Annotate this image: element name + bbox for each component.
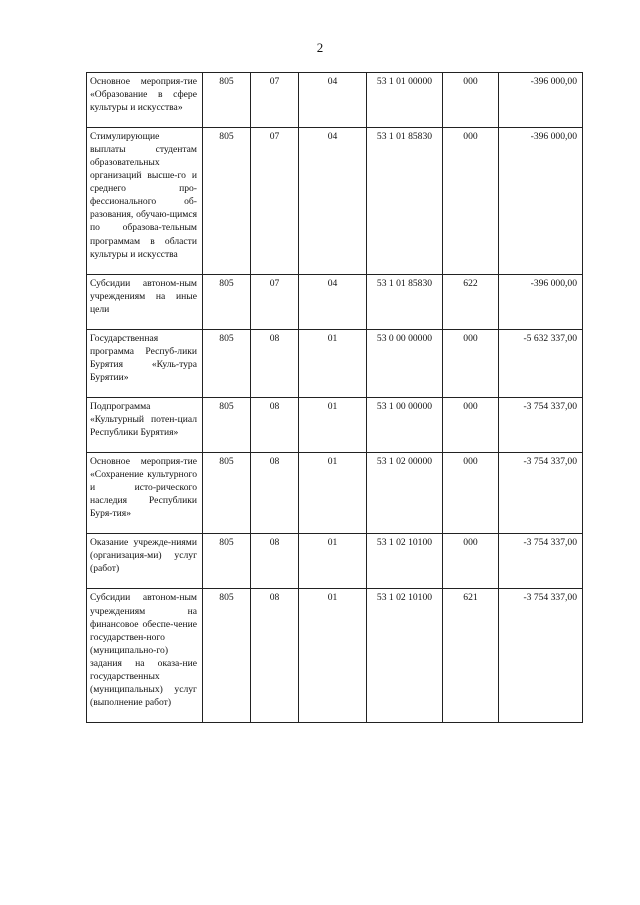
amount-cell: -396 000,00 (499, 274, 583, 329)
ministry-code-cell: 805 (203, 397, 251, 452)
table-body (87, 73, 583, 723)
amount-cell: -3 754 337,00 (499, 589, 583, 722)
item-name-cell: Оказание учрежде-ниями (организация-ми) услуг (работ) (87, 534, 203, 589)
target-article-cell: 53 0 00 00000 (367, 329, 443, 397)
subsection-code-cell: 01 (299, 397, 367, 452)
subsection-code-cell: 04 (299, 274, 367, 329)
amount-cell: -3 754 337,00 (499, 453, 583, 534)
table-row (87, 534, 583, 589)
item-name-cell: Стимулирующие выплаты студентам образовательных организаций высше-го и среднего про-фессионального об-разования, обучаю-щимся по образова-тельным программам в области культуры и искусства (87, 128, 203, 274)
expense-type-cell: 622 (443, 274, 499, 329)
item-name-cell: Субсидии автоном-ным учреждениям на иные цели (87, 274, 203, 329)
table-row (87, 397, 583, 452)
item-name-cell: Государственная программа Респуб-лики Бурятия «Куль-тура Бурятии» (87, 329, 203, 397)
item-name-cell: Подпрограмма «Культурный потен-циал Республики Бурятия» (87, 397, 203, 452)
subsection-code-cell: 01 (299, 589, 367, 722)
target-article-cell: 53 1 00 00000 (367, 397, 443, 452)
ministry-code-cell: 805 (203, 274, 251, 329)
target-article-cell: 53 1 02 10100 (367, 589, 443, 722)
ministry-code-cell: 805 (203, 73, 251, 128)
subsection-code-cell: 01 (299, 534, 367, 589)
table-row (87, 589, 583, 722)
ministry-code-cell: 805 (203, 329, 251, 397)
section-code-cell: 08 (251, 534, 299, 589)
table-row (87, 329, 583, 397)
table-row (87, 128, 583, 274)
subsection-code-cell: 04 (299, 128, 367, 274)
table-row (87, 73, 583, 128)
target-article-cell: 53 1 02 10100 (367, 534, 443, 589)
section-code-cell: 08 (251, 453, 299, 534)
ministry-code-cell: 805 (203, 534, 251, 589)
expense-type-cell: 000 (443, 397, 499, 452)
ministry-code-cell: 805 (203, 128, 251, 274)
section-code-cell: 07 (251, 274, 299, 329)
target-article-cell: 53 1 01 85830 (367, 274, 443, 329)
amount-cell: -5 632 337,00 (499, 329, 583, 397)
subsection-code-cell: 01 (299, 453, 367, 534)
amount-cell: -396 000,00 (499, 73, 583, 128)
item-name-cell: Основное мероприя-тие «Образование в сфере культуры и искусства» (87, 73, 203, 128)
target-article-cell: 53 1 01 85830 (367, 128, 443, 274)
subsection-code-cell: 01 (299, 329, 367, 397)
section-code-cell: 08 (251, 397, 299, 452)
amount-cell: -396 000,00 (499, 128, 583, 274)
page-number: 2 (316, 40, 324, 55)
expense-type-cell: 621 (443, 589, 499, 722)
amount-cell: -3 754 337,00 (499, 397, 583, 452)
section-code-cell: 08 (251, 589, 299, 722)
budget-table (86, 72, 583, 723)
target-article-cell: 53 1 01 00000 (367, 73, 443, 128)
ministry-code-cell: 805 (203, 453, 251, 534)
expense-type-cell: 000 (443, 534, 499, 589)
item-name-cell: Основное мероприя-тие «Сохранение культурного и исто-рического наследия Республики Буря-тия» (87, 453, 203, 534)
section-code-cell: 07 (251, 73, 299, 128)
item-name-cell: Субсидии автоном-ным учреждениям на финансовое обеспе-чение государствен-ного (муниципально-го) задания на оказа-ние государственных (муниципальных) услуг (выполнение работ) (87, 589, 203, 722)
subsection-code-cell: 04 (299, 73, 367, 128)
ministry-code-cell: 805 (203, 589, 251, 722)
amount-cell: -3 754 337,00 (499, 534, 583, 589)
target-article-cell: 53 1 02 00000 (367, 453, 443, 534)
expense-type-cell: 000 (443, 329, 499, 397)
section-code-cell: 08 (251, 329, 299, 397)
table-row (87, 274, 583, 329)
expense-type-cell: 000 (443, 128, 499, 274)
section-code-cell: 07 (251, 128, 299, 274)
table-row (87, 453, 583, 534)
expense-type-cell: 000 (443, 453, 499, 534)
expense-type-cell: 000 (443, 73, 499, 128)
